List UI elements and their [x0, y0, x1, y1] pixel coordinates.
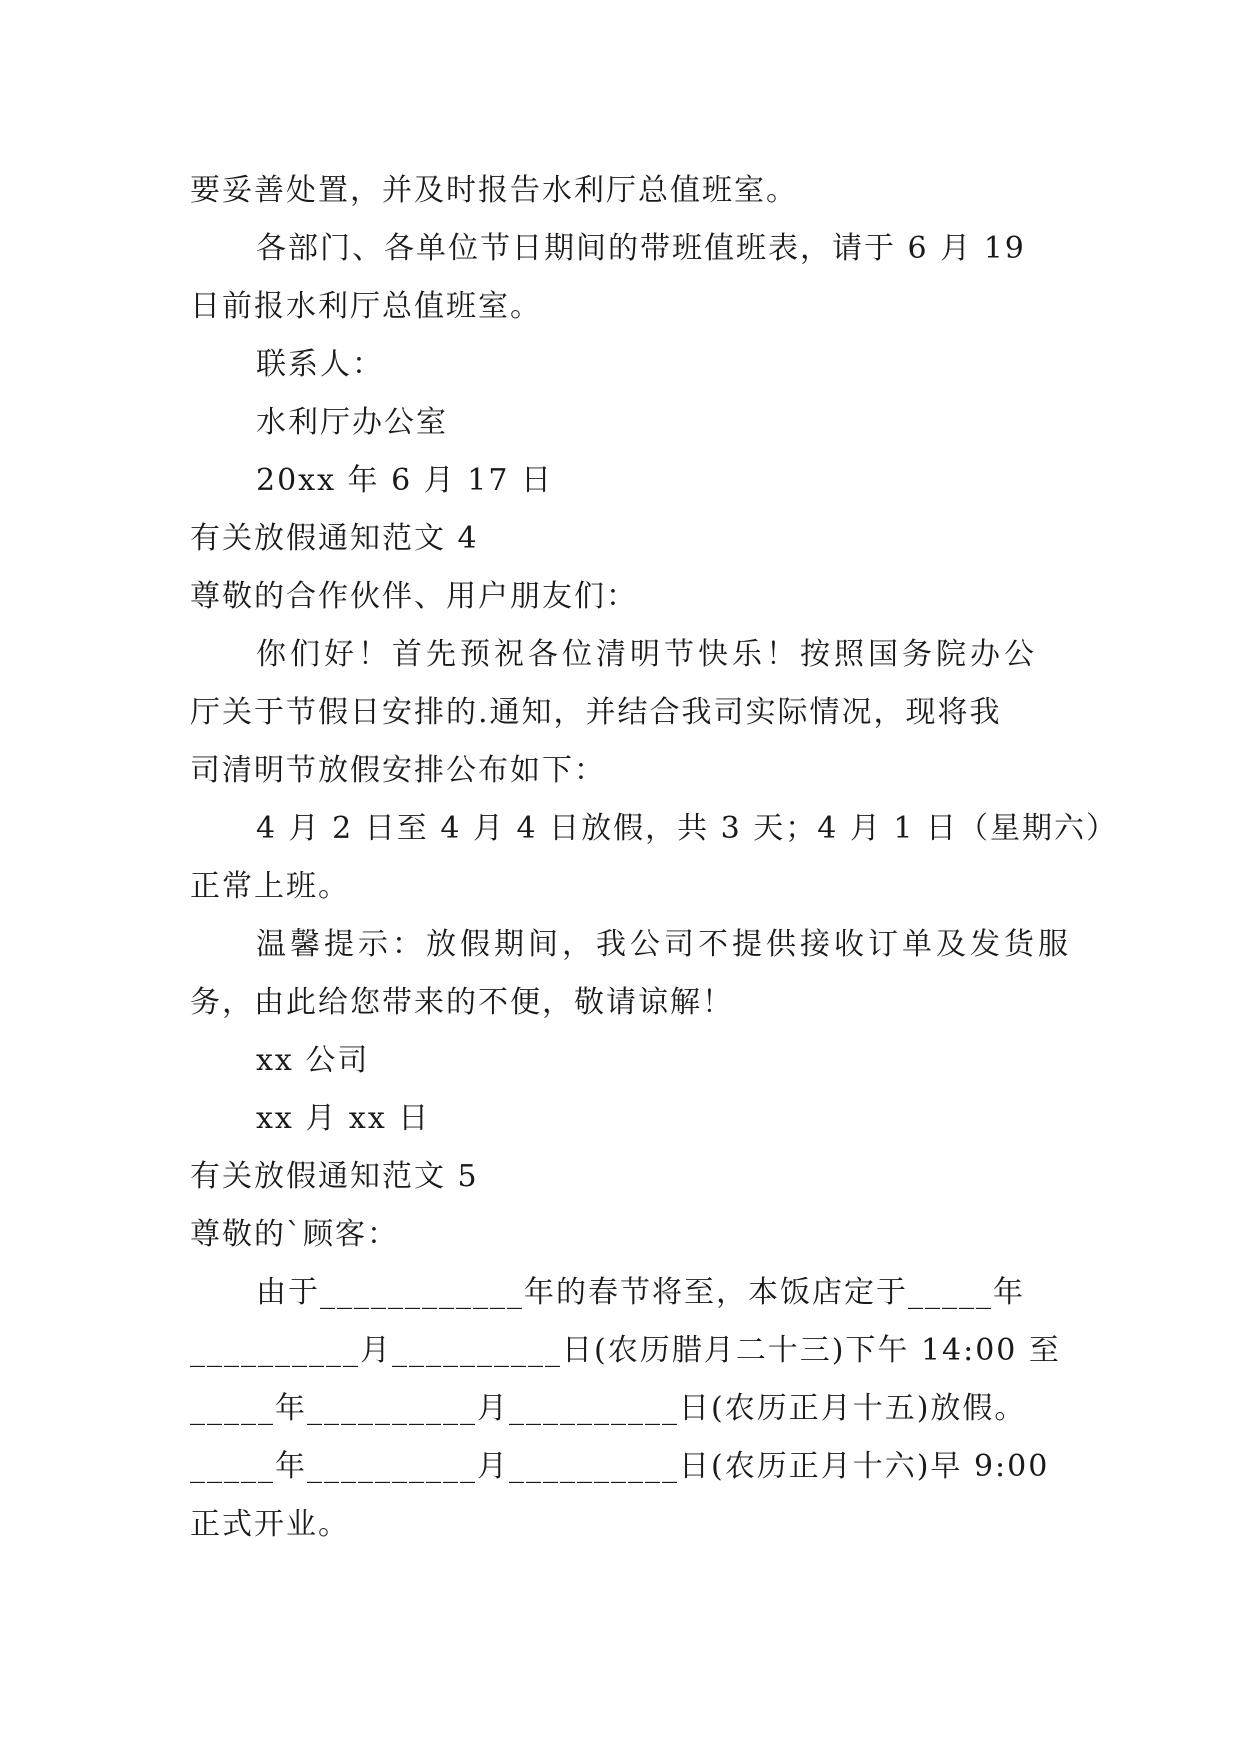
signature-office: 水利厅办公室	[256, 405, 448, 440]
salutation: 尊敬的`顾客：	[190, 1217, 399, 1252]
paragraph-line: 日前报水利厅总值班室。	[190, 289, 542, 324]
paragraph-line: 由于____________年的春节将至，本饭店定于_____年	[256, 1275, 1025, 1310]
paragraph-line: 司清明节放假安排公布如下：	[190, 753, 606, 788]
paragraph-line: 温馨提示：放假期间，我公司不提供接收订单及发货服	[256, 927, 1072, 962]
paragraph-line: __________月__________日(农历腊月二十三)下午 14:00 至	[190, 1333, 1061, 1368]
salutation: 尊敬的合作伙伴、用户朋友们：	[190, 579, 638, 614]
paragraph-line: 正常上班。	[190, 869, 350, 904]
signature-date: xx 月 xx 日	[256, 1101, 431, 1136]
paragraph-line: 你们好！首先预祝各位清明节快乐！按照国务院办公	[256, 637, 1038, 672]
document-body	[190, 162, 1119, 1554]
paragraph-line: 要妥善处置，并及时报告水利厅总值班室。	[190, 173, 798, 208]
paragraph-line: 厅关于节假日安排的.通知，并结合我司实际情况，现将我	[190, 695, 1002, 730]
paragraph-line: 4 月 2 日至 4 月 4 日放假，共 3 天；4 月 1 日（星期六）	[256, 811, 1119, 846]
section-heading: 有关放假通知范文 5	[190, 1159, 479, 1194]
paragraph-line: 正式开业。	[190, 1507, 350, 1542]
signature-date: 20xx 年 6 月 17 日	[256, 463, 553, 498]
contact-label: 联系人：	[256, 347, 384, 382]
paragraph-line: 务，由此给您带来的不便，敬请谅解！	[190, 985, 734, 1020]
paragraph-line: _____年__________月__________日(农历正月十五)放假。	[190, 1391, 1027, 1426]
paragraph-line: 各部门、各单位节日期间的带班值班表，请于 6 月 19	[256, 231, 1026, 266]
paragraph-line: _____年__________月__________日(农历正月十六)早 9:00	[190, 1449, 1050, 1484]
section-heading: 有关放假通知范文 4	[190, 521, 479, 556]
signature-company: xx 公司	[256, 1043, 370, 1078]
